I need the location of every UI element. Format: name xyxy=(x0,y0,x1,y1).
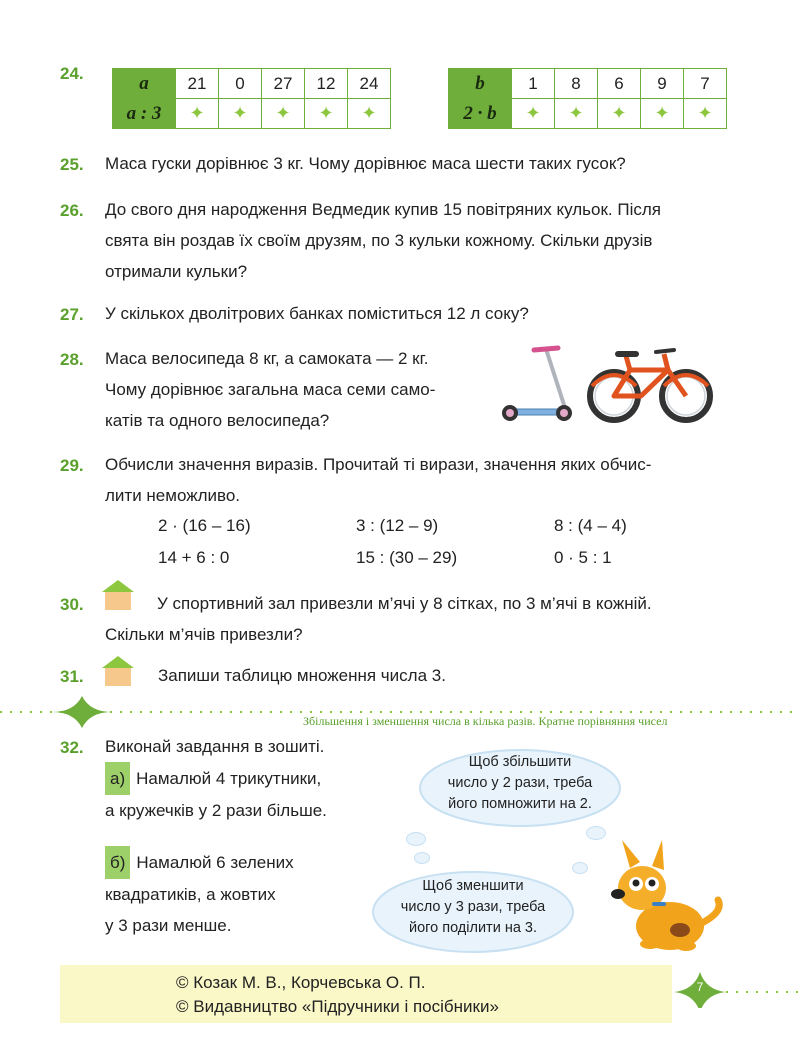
task-29-line: Обчисли значення виразів. Прочитай ті вирази, значення яких обчис- xyxy=(105,455,652,474)
expression: 14 + 6 : 0 xyxy=(158,548,230,567)
task-30-line: У спортивний зал привезли м’ячі у 8 сітках, по 3 м’ячі в кожній. xyxy=(157,594,652,613)
footer-copyright xyxy=(60,965,672,1023)
table-a-row-results xyxy=(113,99,391,129)
cloud-line: Щоб збільшити xyxy=(468,754,572,770)
task-28-text xyxy=(105,343,435,436)
bicycle-illustration xyxy=(586,346,714,426)
task-25-number: 25. xyxy=(60,155,84,174)
expression: 0 · 5 : 1 xyxy=(554,548,612,567)
section-title: Збільшення і зменшення числа в кілька разів. Кратне порівняння чисел xyxy=(303,714,668,728)
table-b-result-header: 2 · b xyxy=(449,99,512,129)
cloud-line: число у 3 рази, треба xyxy=(400,899,546,915)
table-a-result-header: a : 3 xyxy=(113,99,176,129)
star-icon: ✦ xyxy=(641,99,684,129)
table-b-row-results xyxy=(449,99,727,129)
table-a-header: a xyxy=(113,69,176,99)
task-28-number: 28. xyxy=(60,350,84,369)
expression: 3 : (12 – 9) xyxy=(356,516,439,535)
star-icon: ✦ xyxy=(598,99,641,129)
cloud-bubble xyxy=(414,852,430,864)
thought-cloud-multiply xyxy=(424,752,616,815)
task-26-line: свята він роздав їх своїм друзям, по 3 кульки кожному. Скільки друзів xyxy=(105,231,653,250)
task-31-text: Запиши таблицю множення числа 3. xyxy=(158,666,446,685)
star-icon: ✦ xyxy=(219,99,262,129)
task-32-b-label: б) xyxy=(105,846,130,879)
task-30-line: Скільки м’ячів привезли? xyxy=(105,625,303,644)
table-b-cell: 1 xyxy=(512,69,555,99)
footer-line: © Козак М. В., Корчевська О. П. xyxy=(176,973,426,992)
table-a-cell: 12 xyxy=(305,69,348,99)
task-29-line: лити неможливо. xyxy=(105,486,241,505)
table-a-cell: 0 xyxy=(219,69,262,99)
cloud-line: його поділити на 3. xyxy=(408,920,538,936)
task-32-a-line: а кружечків у 2 рази більше. xyxy=(105,801,327,820)
task-32-a xyxy=(105,762,327,826)
cloud-line: Щоб зменшити xyxy=(422,878,524,894)
dog-illustration xyxy=(600,838,730,958)
task-28-line: Маса велосипеда 8 кг, а самоката — 2 кг. xyxy=(105,349,429,368)
expression: 8 : (4 – 4) xyxy=(554,516,627,535)
star-icon: ✦ xyxy=(684,99,727,129)
star-icon: ✦ xyxy=(555,99,598,129)
table-a-row-values xyxy=(113,69,391,99)
table-a xyxy=(112,68,391,129)
star-icon: ✦ xyxy=(176,99,219,129)
task-32-b-line: квадратиків, а жовтих xyxy=(105,885,276,904)
task-24-number: 24. xyxy=(60,64,84,83)
star-icon: ✦ xyxy=(348,99,391,129)
star-icon: ✦ xyxy=(512,99,555,129)
table-b-cell: 9 xyxy=(641,69,684,99)
task-32-b xyxy=(105,846,294,941)
task-28-line: Чому дорівнює загальна маса семи само- xyxy=(105,380,436,399)
cloud-line: число у 2 рази, треба xyxy=(447,775,593,791)
task-31-number: 31. xyxy=(60,667,84,686)
task-32-b-line: Намалюй 6 зелених xyxy=(136,853,294,872)
thought-cloud-divide xyxy=(378,876,568,939)
task-29-number: 29. xyxy=(60,456,84,475)
footer-line: © Видавництво «Підручники і посібники» xyxy=(176,997,499,1016)
cloud-bubble xyxy=(406,832,426,846)
table-a-cell: 24 xyxy=(348,69,391,99)
cloud-line: його помножити на 2. xyxy=(448,796,592,812)
table-b-header: b xyxy=(449,69,512,99)
table-b-cell: 8 xyxy=(555,69,598,99)
table-a-cell: 27 xyxy=(262,69,305,99)
table-b-row-values xyxy=(449,69,727,99)
task-32-intro: Виконай завдання в зошиті. xyxy=(105,737,325,756)
task-27-text: У скількох дволітрових банках поміститься 12 л соку? xyxy=(105,304,529,323)
task-29-text xyxy=(105,449,651,511)
table-b-cell: 6 xyxy=(598,69,641,99)
task-32-a-label: а) xyxy=(105,762,130,795)
scooter-illustration xyxy=(498,343,578,425)
task-26-number: 26. xyxy=(60,201,84,220)
table-a-cell: 21 xyxy=(176,69,219,99)
table-b xyxy=(448,68,727,129)
table-b-cell: 7 xyxy=(684,69,727,99)
task-28-line: катів та одного велосипеда? xyxy=(105,411,330,430)
task-30-text xyxy=(105,588,652,650)
task-25-text: Маса гуски дорівнює 3 кг. Чому дорівнює маса шести таких гусок? xyxy=(105,154,626,173)
expression: 2 · (16 – 16) xyxy=(158,516,251,535)
task-32-number: 32. xyxy=(60,738,84,757)
task-32-b-line: у 3 рази менше. xyxy=(105,916,232,935)
task-26-line: отримали кульки? xyxy=(105,262,248,281)
star-icon: ✦ xyxy=(262,99,305,129)
task-26-text xyxy=(105,194,661,287)
star-icon: ✦ xyxy=(305,99,348,129)
task-30-number: 30. xyxy=(60,595,84,614)
task-27-number: 27. xyxy=(60,305,84,324)
home-icon xyxy=(100,654,136,688)
page-number: 7 xyxy=(696,980,704,994)
task-26-line: До свого дня народження Ведмедик купив 15 повітряних кульок. Після xyxy=(105,200,661,219)
expression: 15 : (30 – 29) xyxy=(356,548,458,567)
task-32-a-line: Намалюй 4 трикутники, xyxy=(136,769,322,788)
